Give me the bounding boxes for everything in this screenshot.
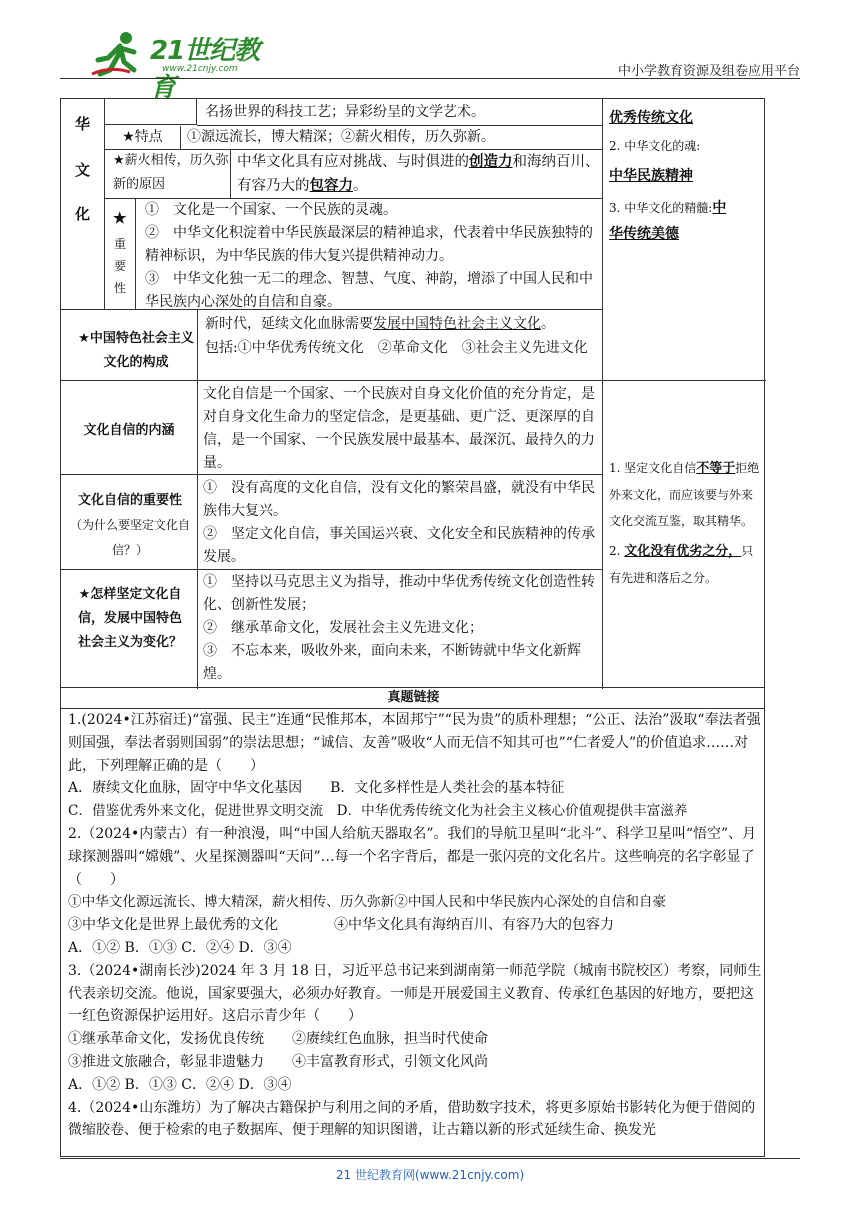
- question-3: 3.（2024•湖南长沙)2024 年 3 月 18 日，习近平总书记来到湖南第一师范学院（城南书院校区）考察，同师生代表亲切交流。他说，国家要强大，必须办好教育。一师是开展爱国主义教育、传承红色基因的好地方，要把这一红色资源保护运用好。这启示青少年（ ）: [68, 962, 762, 1025]
- side-note-1: [609, 107, 759, 247]
- importance2-label-main: 文化自信的重要性: [77, 493, 182, 508]
- importance2-item: ① 没有高度的文化自信，没有文化的繁荣昌盛，就没有中华民族伟大复兴。: [203, 480, 595, 519]
- question-2-answers: A．①② B．①③ C．②④ D．③④: [68, 939, 292, 956]
- side-note-keyword: 华传统美德: [609, 226, 679, 242]
- divider: [197, 381, 198, 689]
- question-1-options: C．借鉴优秀外来文化，促进世界文明交流 D．中华优秀传统文化为社会主义核心价值观提供丰富滋养: [68, 803, 688, 820]
- reason-keyword: 包容力: [309, 177, 353, 194]
- logo-text: 21世纪教育: [150, 36, 260, 103]
- real-questions-title: 真题链接: [387, 690, 440, 705]
- importance-label-char: 重: [114, 237, 127, 251]
- r1-text: 名扬世界的科技工艺；异彩纷呈的文学艺术。: [205, 104, 485, 120]
- questions-body: [68, 709, 762, 1142]
- logo: [90, 30, 280, 103]
- side-note-keyword: 中华民族精神: [609, 168, 693, 184]
- side-note-keyword: 文化没有优劣之分，: [624, 544, 742, 559]
- divider: [61, 380, 766, 381]
- footer-divider: [60, 1158, 800, 1159]
- page-header: [60, 22, 800, 103]
- r1-empty-cell: [105, 99, 197, 125]
- how-item: ② 继承革命文化，发展社会主义先进文化；: [203, 620, 483, 636]
- reason-text-part: 和海纳百川、有容乃大的: [237, 154, 600, 194]
- importance-item: ② 中华文化积淀着中华民族最深层的精神追求，代表着中华民族独特的精神标识，为中华民族的伟大复兴提供精神动力。: [145, 225, 593, 264]
- question-2-item: ③中华文化是世界上最优秀的文化 ④中华文化具有海纳百川、有容乃大的包容力: [68, 917, 614, 934]
- section-label-char: 华: [75, 115, 91, 133]
- section-label-char: 化: [75, 205, 91, 223]
- divider: [61, 309, 602, 310]
- composition-text: [205, 313, 599, 336]
- footer-text[interactable]: 21 世纪教育网(www.21cnjy.com): [335, 1168, 525, 1182]
- question-3-item: ③推进文旅融合，彰显非遗魅力 ④丰富教育形式，引领文化风尚: [68, 1053, 488, 1070]
- divider: [197, 310, 198, 380]
- how-item: ① 坚持以马克思主义为指导，推动中华优秀传统文化创造性转化、创新性发展；: [203, 574, 595, 613]
- side-note-keyword: 不等于: [696, 461, 736, 476]
- importance2-label-sub: （为什么要坚定文化自信？）: [69, 518, 190, 557]
- question-4: 4.（2024•山东潍坊）为了解决古籍保护与利用之间的矛盾，借助数字技术，将更多原始书影转化为便于借阅的微缩胶卷、便于检索的电子数据库、便于理解的知识图谱，让古籍以新的形式延续生命、换发光: [68, 1099, 756, 1139]
- side-note-line: 2. 中华文化的魂:: [609, 139, 701, 153]
- composition-text-part: 。: [541, 316, 555, 332]
- confidence-text: 文化自信是一个国家、一个民族对自身文化价值的充分肯定，是对自身文化生命力的坚定信念，是更基础、更广泛、更深厚的自信，是一个国家、一个民族发展中最基本、最深沉、最持久的力量。: [203, 386, 595, 471]
- divider: [602, 99, 603, 381]
- side-note-title: 优秀传统文化: [609, 110, 693, 126]
- header-divider: [60, 78, 800, 79]
- how-label: ★怎样坚定文化自信，发展中国特色社会主义为变化？: [77, 587, 182, 650]
- site-slogan: 中小学教育资源及组卷应用平台: [617, 64, 800, 79]
- importance2-label: [67, 489, 193, 563]
- side-note-line: [609, 195, 759, 221]
- importance-item: ① 文化是一个国家、一个民族的灵魂。: [145, 202, 397, 218]
- reason-keyword: 创造力: [469, 153, 513, 170]
- question-1-options: A．赓续文化血脉，固守中华文化基因 B．文化多样性是人类社会的基本特征: [68, 780, 565, 797]
- runner-icon: [90, 30, 150, 78]
- side-note-2: [609, 455, 761, 591]
- importance-label-char: 性: [114, 281, 127, 295]
- reason-text-part: 。: [353, 178, 368, 194]
- side-note-text: 拒绝外来文化，而应该要与外来文化交流互鉴，取其精华。: [609, 461, 760, 528]
- importance-label-char: 要: [114, 259, 127, 273]
- importance2-item: ② 坚定文化自信，事关国运兴衰、文化安全和民族精神的传承发展。: [203, 526, 595, 565]
- logo-url: www.21cnjy.com: [162, 64, 238, 74]
- reason-text: [237, 150, 601, 198]
- section-label-char: 文: [75, 161, 91, 179]
- features-text: ①源远流长，博大精深；②薪火相传，历久弥新。: [187, 129, 495, 145]
- reason-label: ★薪火相传，历久弥新的原因: [109, 149, 231, 199]
- question-2-item: ①中华文化源远流长、博大精深，薪火相传、历久弥新②中国人民和中华民族内心深处的自信和自豪: [68, 894, 667, 911]
- side-note-text: 只有先进和落后之分。: [609, 544, 754, 585]
- side-note-text: 2.: [609, 544, 625, 558]
- real-questions: [60, 687, 765, 1157]
- composition-items: 包括:①中华优秀传统文化 ②革命文化 ③社会主义先进文化: [205, 340, 588, 356]
- question-1: 1.(2024•江苏宿迁)“富强、民主”连通“民惟邦本，本固邦宁”“民为贵”的质朴理想；“公正、法治”汲取“奉法者强则国强，奉法者弱则国弱”的崇法思想；“诚信、友善”吸收“人而无信不知其可也”“仁者爱人”的价值追求……对此，下列理解正确的是（ ）: [68, 712, 761, 774]
- side-note-keyword: 中: [712, 200, 727, 216]
- importance-label-cell: [105, 199, 136, 309]
- side-note-line: [609, 538, 761, 591]
- features-label: ★特点: [105, 126, 181, 150]
- question-3-answers: A．①② B．①③ C．②④ D．③④: [68, 1076, 292, 1093]
- section-label-cell: [61, 99, 105, 310]
- question-2: 2.（2024•内蒙古）有一种浪漫，叫“中国人给航天器取名”。我们的导航卫星叫“北斗”、科学卫星叫“悟空”、月球探测器叫“嫦娥”、火星探测器叫“天问”…每一个名字背后，都是一张闪亮的文化名片。这些响亮的名字彰显了（ ）: [68, 825, 757, 888]
- divider: [61, 474, 602, 475]
- confidence-label: 文化自信的内涵: [83, 423, 175, 438]
- importance-label-char: ★: [113, 209, 127, 227]
- composition-keyword: 发展中国特色社会主义文化: [373, 316, 541, 332]
- composition-label: ★中国特色社会主义文化的构成: [78, 331, 194, 370]
- divider: [602, 381, 603, 689]
- how-item: ③ 不忘本来，吸收外来，面向未来，不断铸就中华文化新辉煌。: [203, 643, 581, 682]
- side-note-text: 1. 坚定文化自信: [609, 461, 697, 475]
- divider: [61, 569, 602, 570]
- side-note-text: 3. 中华文化的精髓:: [609, 201, 713, 215]
- importance-item: ③ 中华文化独一无二的理念、智慧、气度、神韵，增添了中国人民和中华民族内心深处的自信和自豪。: [145, 271, 593, 310]
- composition-text-part: 新时代，延续文化血脉需要: [205, 316, 373, 332]
- reason-text-part: 中华文化具有应对挑战、与时俱进的: [237, 154, 469, 170]
- question-3-item: ①继承革命文化，发扬优良传统 ②赓续红色血脉，担当时代使命: [68, 1031, 488, 1048]
- knowledge-table: [60, 98, 765, 688]
